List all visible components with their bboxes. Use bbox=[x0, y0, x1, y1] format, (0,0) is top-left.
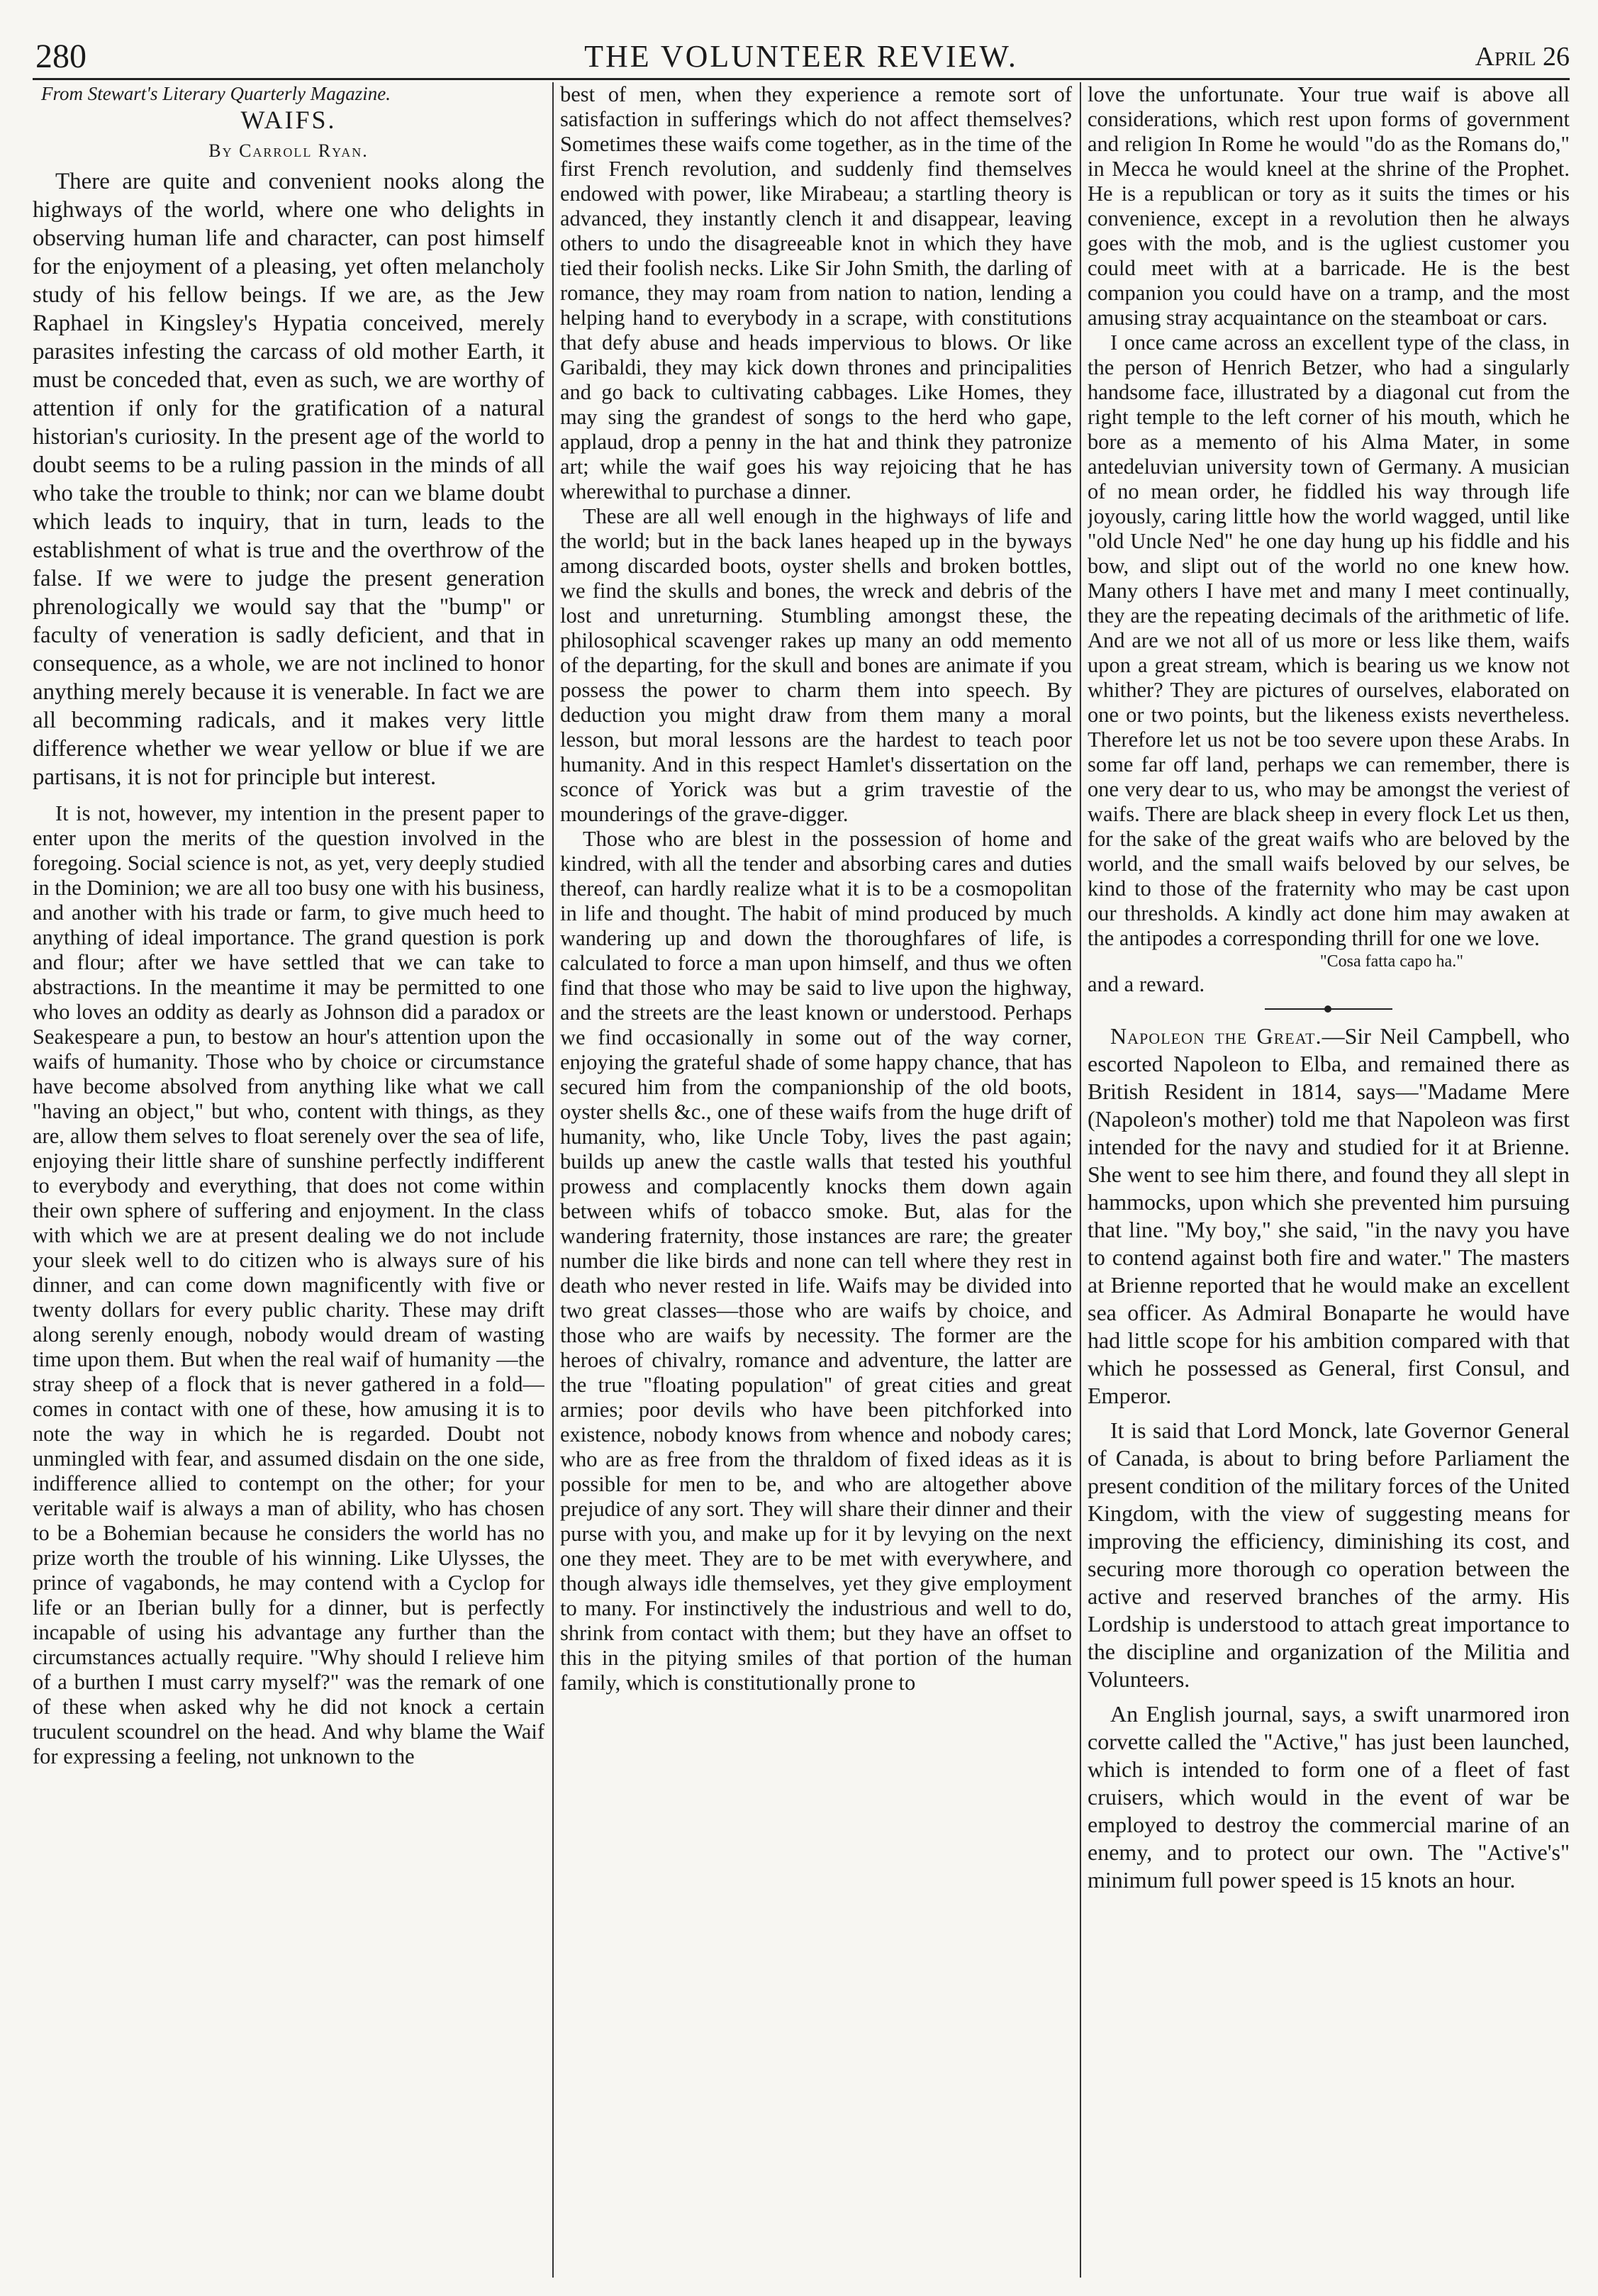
columns bbox=[33, 82, 1570, 2278]
news-item-corvette: An English journal, says, a swift unarmored iron corvette called the "Active," has just been launched, which is intended to form one of a fleet of fast cruisers, which would in the event of war be employed to destroy the commercial marine of an enemy, and to protect our own. The "Active's" minimum full power speed is 15 knots an hour. bbox=[1088, 1701, 1570, 1893]
column-3 bbox=[1088, 82, 1570, 2278]
article-closing: and a reward. bbox=[1088, 972, 1205, 996]
article-title: WAIFS. bbox=[240, 106, 337, 134]
masthead bbox=[33, 37, 1570, 80]
article-paragraph: I once came across an excellent type of the class, in the person of Henrich Betzer, who had a singularly handsome face, illustrated by a diagonal cut from the right temple to the left corner of his mouth, which he bore as a memento of his Alma Mater, in some antedeluvian university town of Germany. A musician of no mean order, he fiddled his way through life joyously, caring little how the world wagged, until like "old Uncle Ned" he one day hung up his fiddle and his bow, and slipt out of the world no one knew how. Many others I have met and many I meet continually, they are the repeating decimals of the arithmetic of life. And are we not all of us more or less like them, waifs upon a great stream, which is bearing us we know not whither? They are pictures of ourselves, elaborated on one or two points, but the likeness exists nevertheless. Therefore let us not be too severe upon these Arabs. In some far off land, perhaps we can remember, there is one very dear to us, who may be amongst the veriest of waifs. There are black sheep in every flock Let us then, for the sake of the great waifs who are beloved by the world, and the small waifs beloved by our selves, be kind to those of the fraternity who may be cast upon our thresholds. A kindly act done him may awaken at the antipodes a corresponding thrill for one we love. bbox=[1088, 330, 1570, 950]
issue-date: April 26 bbox=[1475, 42, 1570, 72]
news-item-monck: It is said that Lord Monck, late Governor General of Canada, is about to bring before Parliament the present condition of the military forces of the United Kingdom, with the view of suggesting means for improving the efficiency, diminishing its cost, and securing more thorough co operation between the active and reserved branches of the army. His Lordship is understood to attach great importance to the discipline and organization of the Militia and Volunteers. bbox=[1088, 1417, 1570, 1692]
column-1 bbox=[33, 82, 544, 2278]
news-text: —Sir Neil Campbell, who escorted Napoleon to Elba, and remained there as British Resident in 1814, says—"Madame Mere (Napoleon's mother) told me that Napoleon was first intended for the navy and studied for it at Brienne. She went to see him there, and found they all slept in hammocks, upon which she prevented him pursuing that line. "My boy," she said, "in the navy you have to contend against both fire and water." The masters at Brienne reported that he would make an excellent sea officer. As Admiral Bonaparte he would have had little scope for his ambition compared with that which he possessed as General, first Consul, and Emperor. bbox=[1088, 1023, 1570, 1408]
column-rule bbox=[1080, 82, 1081, 2278]
section-separator bbox=[1265, 1008, 1392, 1010]
article-paragraph: These are all well enough in the highways of life and the world; but in the back lanes heaped up in the byways among discarded boots, oyster shells and broken bottles, we find the skulls and bones, the wreck and debris of the lost and unreturning. Stumbling amongst these, the philosophical scavenger rakes up many an odd memento of the departing, for the skull and bones are animate if you possess the power to charm them into speech. By deduction you might draw from them many a moral lesson, but moral lessons are the hardest to teach poor humanity. And in this respect Hamlet's dissertation on the sconce of Yorick was but a grim travestie of the mounderings of the grave-digger. bbox=[560, 504, 1072, 826]
news-item-napoleon bbox=[1088, 1022, 1570, 1410]
article-byline: By Carroll Ryan. bbox=[208, 140, 369, 161]
article-paragraph: It is not, however, my intention in the present paper to enter upon the merits of the question involved in the foregoing. Social science is not, as yet, very deeply studied in the Dominion; we are all too busy one with his business, and another with his trade or farm, to give much heed to anything of ideal importance. The grand question is pork and flour; after we have settled that we can take to abstractions. In the meantime it may be permitted to one who loves an oddity as dearly as Johnson did a paradox or Seakespeare a pun, to bestow an hour's attention upon the waifs of humanity. Those who by choice or circumstance have become absolved from anything like what we call "having an object," but who, content with things, as they are, allow them selves to float serenely over the sea of life, enjoying their little share of sunshine perfectly indifferent to everybody and everything, that does not come within their own sphere of suffering and enjoyment. In the class with which we are at present dealing we do not include your sleek well to do citizen who is always sure of his dinner, and can come down magnificently with five or twenty dollars for every public charity. These may drift along serenly enough, nobody would dream of wasting time upon them. But when the real waif of humanity —the stray sheep of a flock that is never gathered in a fold—comes in contact with one of these, how amusing it is to note the way in which he is regarded. Doubt not unmingled with fear, and assumed disdain on the one side, indifference allied to contempt on the other; for your veritable waif is always a man of ability, who has chosen to be a Bohemian because he considers the world has no prize worth the trouble of his winning. Like Ulysses, the prince of vagabonds, he may contend with a Cyclop for life or an Iberian bully for a dinner, but is perfectly incapable of using his advantage any further than the circumstances actually require. "Why should I relieve him of a burthen I must carry myself?" was the remark of one of these when asked why he did not knock a certain truculent scoundrel on the head. And why blame the Waif for expressing a feeling, not unknown to the bbox=[33, 801, 544, 1768]
page-number: 280 bbox=[35, 38, 86, 75]
article-paragraph: Those who are blest in the possession of home and kindred, with all the tender and absorbing cares and duties thereof, can hardly realize what it is to be a cosmopolitan in life and thought. The habit of mind produced by much wandering up and down the thoroughfares of life, is calculated to force a man upon himself, and thus we often find that those who may be said to live upon the highway, and the streets are the least known or understood. Perhaps we find occasionally in some out of the way corner, enjoying the grateful shade of some happy chance, that has secured him from the companionship of the old boots, oyster shells &c., one of these waifs from the huge drift of humanity, who, like Uncle Toby, lives the past again; builds up anew the castle walls that tested his youthful prowess and complacently knocks them down again between whifs of tobacco smoke. But, alas for the wandering fraternity, those instances are rare; the greater number die like birds and none can tell where they rest in death who never rested in life. Waifs may be divided into two great classes—those who are waifs by choice, and those who are waifs by necessity. The former are the heroes of chivalry, romance and adventure, the latter are the true "floating population" of great cities and great armies; poor devils who have been pitchforked into existence, nobody knows from whence and nobody cares; who are as free from the thraldom of fixed ideas as it is possible for men to be, and who are altogether above prejudice of any sort. They will share their dinner and their purse with you, and make up for it by levying on the next one they meet. They are to be met with everywhere, and though always idle themselves, yet they give employment to many. For instinctively the industrious and well to do, shrink from contact with them; but they have an offset to this in the pitying smiles of that portion of the human family, which is constitutionally prone to bbox=[560, 827, 1072, 1695]
article-paragraph: There are quite and convenient nooks along the highways of the world, where one who delights in observing human life and character, can post himself for the enjoyment of a pleasing, yet often melancholy study of his fellow beings. If we are, as the Jew Raphael in Kingsley's Hypatia conceived, merely parasites infesting the carcass of old mother Earth, it must be conceded that, even as such, we are worthy of attention if only for the gratification of a natural historian's curiosity. In the present age of the world to doubt seems to be a ruling passion in the minds of all who take the trouble to think; nor can we blame doubt which leads to inquiry, that in turn, leads to the establishment of what is true and the overthrow of the false. If we were to judge the present generation phrenologically we would say that the "bump" or faculty of veneration is sadly deficient, and that in consequence, as a whole, we are not inclined to honor anything merely because it is venerable. In fact we are all becomming radicals, and it makes very little difference whether we wear yellow or blue if we are partisans, it is not for principle but interest. bbox=[33, 169, 544, 790]
newspaper-page bbox=[33, 37, 1570, 2278]
column-rule bbox=[552, 82, 554, 2278]
article-source: From Stewart's Literary Quarterly Magazine. bbox=[41, 83, 391, 104]
news-headword: Napoleon the Great. bbox=[1110, 1023, 1322, 1049]
article-quote: "Cosa fatta capo ha." bbox=[1319, 952, 1463, 971]
article-paragraph: best of men, when they experience a remote sort of satisfaction in sufferings which do not affect themselves? Sometimes these waifs come together, as in the time of the first French revolution, and suddenly find themselves endowed with power, like Mirabeau; a startling theory is advanced, they instantly clench it and disappear, leaving others to undo the disagreeable knot in which they have tied their foolish necks. Like Sir John Smith, the darling of romance, they may roam from nation to nation, lending a helping hand to everybody in a scrape, with constitutions that defy abuse and heads impervious to blows. Or like Garibaldi, they may kick down thrones and principalities and go back to cultivating cabbages. Like Homes, they may sing the grandest of songs to the herd who gape, applaud, drop a penny in the hat and think they patronize art; while the waif goes his way rejoicing that he has wherewithal to purchase a dinner. bbox=[560, 82, 1072, 503]
column-2 bbox=[560, 82, 1072, 2278]
article-paragraph: love the unfortunate. Your true waif is above all considerations, which rest upon forms of government and religion In Rome he would "do as the Romans do," in Mecca he would kneel at the shrine of the Prophet. He is a republican or tory as it suits the times or his convenience, except in a revolution then he always goes with the mob, and is the ugliest customer you could meet with at a barricade. He is the best companion you could have on a tramp, and the most amusing stray acquaintance on the steamboat or cars. bbox=[1088, 82, 1570, 330]
publication-title: THE VOLUNTEER REVIEW. bbox=[584, 39, 1018, 74]
